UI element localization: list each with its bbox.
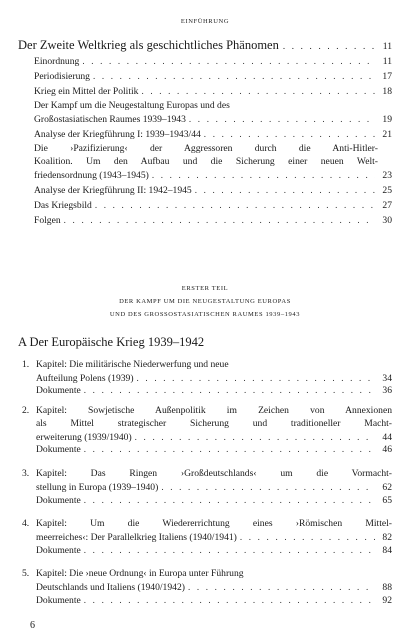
chapter-number: 5. xyxy=(22,568,30,579)
dot-leader xyxy=(204,128,375,140)
dot-leader xyxy=(84,544,375,556)
chapter-title: Deutschlands und Italiens (1940/1942) xyxy=(36,582,185,593)
toc-entry xyxy=(34,55,392,68)
page-number: 27 xyxy=(382,200,392,211)
entry-label: Einordnung xyxy=(34,56,80,67)
toc-entry xyxy=(34,169,392,182)
entry-label: Das Kriegsbild xyxy=(34,200,92,211)
documents-label: Dokumente xyxy=(36,495,81,506)
toc-entry xyxy=(34,199,392,212)
page-folio: 6 xyxy=(30,620,35,631)
toc-entry xyxy=(34,85,392,98)
page-number: 11 xyxy=(382,41,392,52)
documents-label: Dokumente xyxy=(36,385,81,396)
dot-leader xyxy=(161,481,375,493)
section-title: A Der Europäische Krieg 1939–1942 xyxy=(18,335,205,349)
dot-leader xyxy=(84,384,375,396)
page-number: 92 xyxy=(382,595,392,606)
part-subtitle: UND DES GROSSOSTASIATISCHEN RAUMES 1939–1943 xyxy=(109,311,301,318)
page-number: 84 xyxy=(382,545,392,556)
dot-leader xyxy=(189,113,375,125)
dot-leader xyxy=(152,169,375,181)
documents-label: Dokumente xyxy=(36,595,81,606)
toc-entry xyxy=(34,70,392,83)
chapter-title: Kapitel: Die ›neue Ordnung‹ in Europa unter Führung xyxy=(36,568,244,579)
page-number: 30 xyxy=(382,215,392,226)
toc-entry xyxy=(34,214,392,227)
dot-leader xyxy=(84,443,375,455)
toc-entry xyxy=(36,581,392,594)
entry-label: Krieg ein Mittel der Politik xyxy=(34,86,139,97)
part-title: DER KAMPF UM DIE NEUGESTALTUNG EUROPAS xyxy=(119,298,291,305)
intro-title-row xyxy=(18,38,392,54)
page-number: 18 xyxy=(382,86,392,97)
page-number: 36 xyxy=(382,385,392,396)
page-number: 17 xyxy=(382,71,392,82)
page-number: 44 xyxy=(382,432,392,443)
toc-entry xyxy=(36,481,392,494)
documents-label: Dokumente xyxy=(36,444,81,455)
page-number: 11 xyxy=(382,56,392,67)
chapter-number: 1. xyxy=(22,359,30,370)
dot-leader xyxy=(283,39,379,53)
entry-label: Analyse der Kriegführung I: 1939–1943/44 xyxy=(34,129,201,140)
part-label: ERSTER TEIL xyxy=(181,285,229,292)
toc-entry xyxy=(36,531,392,544)
page-number: 25 xyxy=(382,185,392,196)
entry-label: Periodisierung xyxy=(34,71,90,82)
toc-entry xyxy=(36,443,392,456)
chapter-line xyxy=(36,568,392,580)
chapter-title: Kapitel: Die militärische Niederwerfung und neue xyxy=(36,359,229,370)
page-number: 46 xyxy=(382,444,392,455)
chapter-title: Kapitel: Sowjetische Außenpolitik im Zeichen von Annexionen xyxy=(36,405,392,416)
entry-label: Die ›Pazifizierung‹ der Aggressoren durch die Anti-Hitler- xyxy=(34,143,378,154)
chapter-line xyxy=(36,359,392,371)
page-number: 21 xyxy=(382,129,392,140)
dot-leader xyxy=(95,199,375,211)
page-number: 88 xyxy=(382,582,392,593)
dot-leader xyxy=(141,85,375,97)
chapter-title: erweiterung (1939/1940) xyxy=(36,432,132,443)
intro-title: Der Zweite Weltkrieg als geschichtliches Phänomen xyxy=(18,38,279,52)
toc-entry xyxy=(36,544,392,557)
chapter-title: Aufteilung Polens (1939) xyxy=(36,373,134,384)
entry-label: Großostasiatischen Raumes 1939–1943 xyxy=(34,114,186,125)
page-number: 23 xyxy=(382,170,392,181)
dot-leader xyxy=(84,594,375,606)
documents-label: Dokumente xyxy=(36,545,81,556)
toc-entry xyxy=(34,128,392,141)
chapter-title: Kapitel: Um die Wiedererrichtung eines ›Römischen Mittel- xyxy=(36,518,392,529)
toc-entry xyxy=(36,594,392,607)
page-number: 34 xyxy=(382,373,392,384)
dot-leader xyxy=(188,581,375,593)
entry-label: Der Kampf um die Neugestaltung Europas und des xyxy=(34,100,230,111)
entry-label: Koalition. Um den Aufbau und die Sicherung einer neuen Welt- xyxy=(34,156,378,167)
dot-leader xyxy=(135,431,375,443)
toc-entry-line xyxy=(34,100,392,112)
page-number: 65 xyxy=(382,495,392,506)
entry-label: friedensordnung (1943–1945) xyxy=(34,170,149,181)
dot-leader xyxy=(84,494,375,506)
dot-leader xyxy=(195,184,375,196)
chapter-title: Kapitel: Das Ringen ›Großdeutschlands‹ um die Vormacht- xyxy=(36,468,392,479)
page-number: 19 xyxy=(382,114,392,125)
chapter-title: stellung in Europa (1939–1940) xyxy=(36,482,159,493)
intro-header: EINFÜHRUNG xyxy=(180,18,230,25)
chapter-number: 2. xyxy=(22,405,30,416)
dot-leader xyxy=(82,55,375,67)
dot-leader xyxy=(93,70,375,82)
dot-leader xyxy=(137,372,375,384)
dot-leader xyxy=(240,531,375,543)
chapter-title: als Mittel strategischer Sicherung und traditioneller Macht- xyxy=(36,418,392,429)
dot-leader xyxy=(64,214,375,226)
toc-entry xyxy=(36,384,392,397)
toc-entry xyxy=(36,494,392,507)
chapter-number: 4. xyxy=(22,518,30,529)
entry-label: Analyse der Kriegführung II: 1942–1945 xyxy=(34,185,192,196)
toc-entry xyxy=(34,113,392,126)
chapter-number: 3. xyxy=(22,468,30,479)
toc-entry xyxy=(34,184,392,197)
page-number: 62 xyxy=(382,482,392,493)
entry-label: Folgen xyxy=(34,215,61,226)
page-number: 82 xyxy=(382,532,392,543)
chapter-title: meerreiches‹: Der Parallelkrieg Italiens (1940/1941) xyxy=(36,532,237,543)
